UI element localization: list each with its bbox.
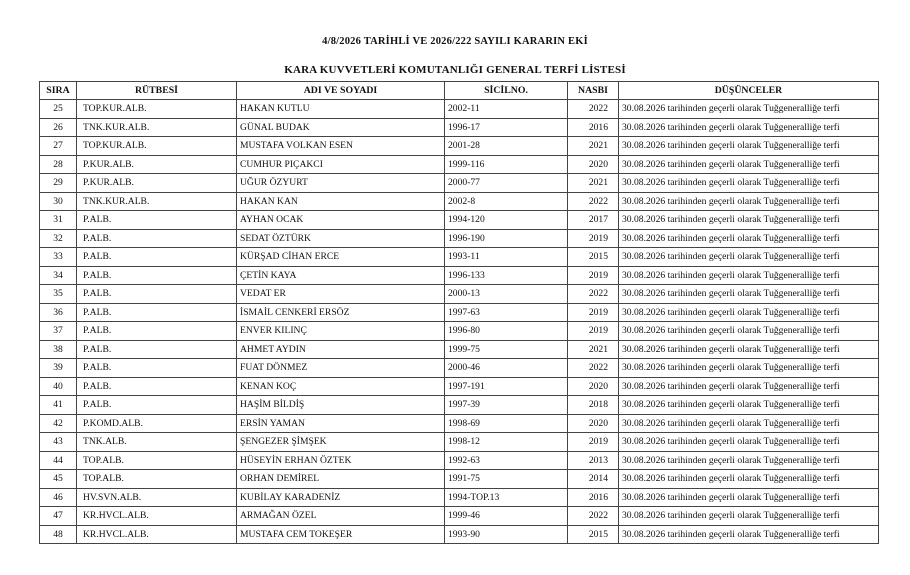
- table-row: [40, 488, 879, 507]
- cell-ad-soyad: ERSİN YAMAN: [237, 414, 445, 433]
- cell-rutbe: P.ALB.: [77, 377, 237, 396]
- cell-nasbi: 2020: [568, 377, 619, 396]
- cell-rutbe: P.ALB.: [77, 359, 237, 378]
- cell-nasbi: 2016: [568, 118, 619, 137]
- cell-nasbi: 2022: [568, 359, 619, 378]
- cell-sicil-no: 1997-39: [445, 396, 568, 415]
- table-row: [40, 525, 879, 544]
- cell-ad-soyad: ŞENGEZER ŞİMŞEK: [237, 433, 445, 452]
- cell-nasbi: 2015: [568, 248, 619, 267]
- cell-nasbi: 2018: [568, 396, 619, 415]
- cell-ad-soyad: KUBİLAY KARADENİZ: [237, 488, 445, 507]
- cell-rutbe: TOP.KUR.ALB.: [77, 137, 237, 156]
- cell-nasbi: 2013: [568, 451, 619, 470]
- header-ad-soyad: ADI VE SOYADI: [237, 82, 445, 100]
- cell-sicil-no: 1996-190: [445, 229, 568, 248]
- cell-nasbi: 2019: [568, 229, 619, 248]
- cell-dusunceler: 30.08.2026 tarihinden geçerli olarak Tuğgeneralliğe terfi: [619, 192, 879, 211]
- cell-sira: 36: [40, 303, 77, 322]
- cell-rutbe: TOP.KUR.ALB.: [77, 100, 237, 119]
- cell-nasbi: 2019: [568, 303, 619, 322]
- cell-ad-soyad: HÜSEYİN ERHAN ÖZTEK: [237, 451, 445, 470]
- table-row: [40, 229, 879, 248]
- cell-rutbe: P.KUR.ALB.: [77, 174, 237, 193]
- cell-sira: 40: [40, 377, 77, 396]
- cell-dusunceler: 30.08.2026 tarihinden geçerli olarak Tuğgeneralliğe terfi: [619, 266, 879, 285]
- header-sicil-no: SİCİLNO.: [445, 82, 568, 100]
- cell-rutbe: TNK.KUR.ALB.: [77, 118, 237, 137]
- table-row: [40, 100, 879, 119]
- cell-dusunceler: 30.08.2026 tarihinden geçerli olarak Tuğgeneralliğe terfi: [619, 303, 879, 322]
- header-dusunceler: DÜŞÜNCELER: [619, 82, 879, 100]
- cell-sira: 45: [40, 470, 77, 489]
- table-body: [40, 100, 879, 544]
- cell-rutbe: KR.HVCL.ALB.: [77, 507, 237, 526]
- table-row: [40, 211, 879, 230]
- cell-ad-soyad: HAŞİM BİLDİŞ: [237, 396, 445, 415]
- table-row: [40, 248, 879, 267]
- cell-sira: 37: [40, 322, 77, 341]
- cell-sicil-no: 1993-90: [445, 525, 568, 544]
- cell-sicil-no: 1993-11: [445, 248, 568, 267]
- table-row: [40, 174, 879, 193]
- cell-sira: 25: [40, 100, 77, 119]
- document-title: 4/8/2026 TARİHLİ VE 2026/222 SAYILI KARARIN EKİ: [322, 36, 588, 47]
- cell-ad-soyad: GÜNAL BUDAK: [237, 118, 445, 137]
- cell-nasbi: 2022: [568, 507, 619, 526]
- cell-rutbe: P.ALB.: [77, 340, 237, 359]
- cell-sira: 26: [40, 118, 77, 137]
- cell-sira: 46: [40, 488, 77, 507]
- cell-ad-soyad: HAKAN KUTLU: [237, 100, 445, 119]
- cell-rutbe: P.ALB.: [77, 266, 237, 285]
- cell-sira: 31: [40, 211, 77, 230]
- cell-dusunceler: 30.08.2026 tarihinden geçerli olarak Tuğgeneralliğe terfi: [619, 248, 879, 267]
- cell-nasbi: 2021: [568, 137, 619, 156]
- cell-ad-soyad: MUSTAFA CEM TOKEŞER: [237, 525, 445, 544]
- cell-rutbe: P.ALB.: [77, 248, 237, 267]
- table-row: [40, 507, 879, 526]
- cell-sicil-no: 2002-8: [445, 192, 568, 211]
- cell-ad-soyad: UĞUR ÖZYURT: [237, 174, 445, 193]
- table-row: [40, 266, 879, 285]
- cell-sicil-no: 1996-80: [445, 322, 568, 341]
- cell-sicil-no: 1991-75: [445, 470, 568, 489]
- cell-dusunceler: 30.08.2026 tarihinden geçerli olarak Tuğgeneralliğe terfi: [619, 340, 879, 359]
- cell-ad-soyad: ENVER KILINÇ: [237, 322, 445, 341]
- cell-nasbi: 2021: [568, 340, 619, 359]
- cell-sicil-no: 2000-13: [445, 285, 568, 304]
- cell-dusunceler: 30.08.2026 tarihinden geçerli olarak Tuğgeneralliğe terfi: [619, 507, 879, 526]
- cell-rutbe: HV.SVN.ALB.: [77, 488, 237, 507]
- cell-sira: 28: [40, 155, 77, 174]
- cell-nasbi: 2019: [568, 266, 619, 285]
- header-rutbe: RÜTBESİ: [77, 82, 237, 100]
- table-header-row: [40, 82, 879, 100]
- cell-dusunceler: 30.08.2026 tarihinden geçerli olarak Tuğgeneralliğe terfi: [619, 174, 879, 193]
- cell-rutbe: P.ALB.: [77, 396, 237, 415]
- cell-nasbi: 2016: [568, 488, 619, 507]
- cell-rutbe: P.ALB.: [77, 322, 237, 341]
- cell-sicil-no: 1997-63: [445, 303, 568, 322]
- cell-nasbi: 2019: [568, 322, 619, 341]
- cell-sicil-no: 1999-75: [445, 340, 568, 359]
- cell-sicil-no: 1992-63: [445, 451, 568, 470]
- cell-nasbi: 2022: [568, 285, 619, 304]
- cell-sira: 44: [40, 451, 77, 470]
- header-nasbi: NASBI: [568, 82, 619, 100]
- cell-sira: 35: [40, 285, 77, 304]
- cell-dusunceler: 30.08.2026 tarihinden geçerli olarak Tuğgeneralliğe terfi: [619, 451, 879, 470]
- cell-ad-soyad: MUSTAFA VOLKAN ESEN: [237, 137, 445, 156]
- cell-nasbi: 2019: [568, 433, 619, 452]
- cell-dusunceler: 30.08.2026 tarihinden geçerli olarak Tuğgeneralliğe terfi: [619, 211, 879, 230]
- table-row: [40, 451, 879, 470]
- cell-sira: 39: [40, 359, 77, 378]
- cell-dusunceler: 30.08.2026 tarihinden geçerli olarak Tuğgeneralliğe terfi: [619, 396, 879, 415]
- cell-sicil-no: 2002-11: [445, 100, 568, 119]
- cell-sira: 48: [40, 525, 77, 544]
- cell-sira: 32: [40, 229, 77, 248]
- cell-ad-soyad: CUMHUR PIÇAKCI: [237, 155, 445, 174]
- cell-sira: 43: [40, 433, 77, 452]
- cell-dusunceler: 30.08.2026 tarihinden geçerli olarak Tuğgeneralliğe terfi: [619, 359, 879, 378]
- cell-sicil-no: 2001-28: [445, 137, 568, 156]
- cell-dusunceler: 30.08.2026 tarihinden geçerli olarak Tuğgeneralliğe terfi: [619, 285, 879, 304]
- cell-dusunceler: 30.08.2026 tarihinden geçerli olarak Tuğgeneralliğe terfi: [619, 414, 879, 433]
- cell-dusunceler: 30.08.2026 tarihinden geçerli olarak Tuğgeneralliğe terfi: [619, 433, 879, 452]
- promotion-table: [39, 81, 879, 544]
- cell-sicil-no: 1994-TOP.13: [445, 488, 568, 507]
- cell-nasbi: 2022: [568, 100, 619, 119]
- cell-sicil-no: 1996-17: [445, 118, 568, 137]
- table-row: [40, 322, 879, 341]
- cell-sira: 41: [40, 396, 77, 415]
- cell-nasbi: 2017: [568, 211, 619, 230]
- table-row: [40, 340, 879, 359]
- cell-dusunceler: 30.08.2026 tarihinden geçerli olarak Tuğgeneralliğe terfi: [619, 322, 879, 341]
- table-row: [40, 414, 879, 433]
- cell-ad-soyad: ÇETİN KAYA: [237, 266, 445, 285]
- table-row: [40, 118, 879, 137]
- cell-nasbi: 2021: [568, 174, 619, 193]
- cell-sicil-no: 1998-12: [445, 433, 568, 452]
- cell-sicil-no: 1997-191: [445, 377, 568, 396]
- cell-ad-soyad: AHMET AYDIN: [237, 340, 445, 359]
- cell-rutbe: TOP.ALB.: [77, 470, 237, 489]
- cell-dusunceler: 30.08.2026 tarihinden geçerli olarak Tuğgeneralliğe terfi: [619, 100, 879, 119]
- cell-ad-soyad: VEDAT ER: [237, 285, 445, 304]
- cell-sicil-no: 1998-69: [445, 414, 568, 433]
- cell-rutbe: P.KOMD.ALB.: [77, 414, 237, 433]
- cell-dusunceler: 30.08.2026 tarihinden geçerli olarak Tuğgeneralliğe terfi: [619, 229, 879, 248]
- cell-rutbe: TNK.KUR.ALB.: [77, 192, 237, 211]
- table-row: [40, 377, 879, 396]
- cell-nasbi: 2014: [568, 470, 619, 489]
- header-sira: SIRA: [40, 82, 77, 100]
- table-row: [40, 155, 879, 174]
- cell-nasbi: 2020: [568, 155, 619, 174]
- table-row: [40, 285, 879, 304]
- cell-ad-soyad: İSMAİL CENKERİ ERSÖZ: [237, 303, 445, 322]
- cell-ad-soyad: ARMAĞAN ÖZEL: [237, 507, 445, 526]
- cell-rutbe: P.ALB.: [77, 211, 237, 230]
- cell-rutbe: TOP.ALB.: [77, 451, 237, 470]
- cell-sicil-no: 2000-77: [445, 174, 568, 193]
- cell-dusunceler: 30.08.2026 tarihinden geçerli olarak Tuğgeneralliğe terfi: [619, 137, 879, 156]
- document-subtitle: KARA KUVVETLERİ KOMUTANLIĞI GENERAL TERFİ LİSTESİ: [284, 64, 626, 76]
- cell-sira: 34: [40, 266, 77, 285]
- cell-nasbi: 2020: [568, 414, 619, 433]
- cell-dusunceler: 30.08.2026 tarihinden geçerli olarak Tuğgeneralliğe terfi: [619, 525, 879, 544]
- cell-rutbe: P.ALB.: [77, 285, 237, 304]
- cell-rutbe: KR.HVCL.ALB.: [77, 525, 237, 544]
- cell-sicil-no: 1999-116: [445, 155, 568, 174]
- cell-dusunceler: 30.08.2026 tarihinden geçerli olarak Tuğgeneralliğe terfi: [619, 377, 879, 396]
- cell-dusunceler: 30.08.2026 tarihinden geçerli olarak Tuğgeneralliğe terfi: [619, 118, 879, 137]
- cell-sicil-no: 1996-133: [445, 266, 568, 285]
- table-row: [40, 433, 879, 452]
- cell-ad-soyad: HAKAN KAN: [237, 192, 445, 211]
- table-row: [40, 359, 879, 378]
- table-row: [40, 192, 879, 211]
- cell-dusunceler: 30.08.2026 tarihinden geçerli olarak Tuğgeneralliğe terfi: [619, 470, 879, 489]
- cell-nasbi: 2022: [568, 192, 619, 211]
- cell-sira: 47: [40, 507, 77, 526]
- cell-sira: 38: [40, 340, 77, 359]
- cell-sicil-no: 1994-120: [445, 211, 568, 230]
- cell-sira: 30: [40, 192, 77, 211]
- cell-rutbe: P.ALB.: [77, 303, 237, 322]
- cell-ad-soyad: SEDAT ÖZTÜRK: [237, 229, 445, 248]
- cell-sira: 29: [40, 174, 77, 193]
- cell-sira: 42: [40, 414, 77, 433]
- cell-ad-soyad: KÜRŞAD CİHAN ERCE: [237, 248, 445, 267]
- cell-rutbe: TNK.ALB.: [77, 433, 237, 452]
- cell-dusunceler: 30.08.2026 tarihinden geçerli olarak Tuğgeneralliğe terfi: [619, 155, 879, 174]
- table-row: [40, 303, 879, 322]
- cell-nasbi: 2015: [568, 525, 619, 544]
- cell-sicil-no: 2000-46: [445, 359, 568, 378]
- cell-rutbe: P.ALB.: [77, 229, 237, 248]
- cell-sira: 33: [40, 248, 77, 267]
- cell-dusunceler: 30.08.2026 tarihinden geçerli olarak Tuğgeneralliğe terfi: [619, 488, 879, 507]
- cell-sicil-no: 1999-46: [445, 507, 568, 526]
- cell-ad-soyad: FUAT DÖNMEZ: [237, 359, 445, 378]
- cell-ad-soyad: AYHAN OCAK: [237, 211, 445, 230]
- cell-sira: 27: [40, 137, 77, 156]
- cell-rutbe: P.KUR.ALB.: [77, 155, 237, 174]
- cell-ad-soyad: KENAN KOÇ: [237, 377, 445, 396]
- table-row: [40, 470, 879, 489]
- table-row: [40, 137, 879, 156]
- table-row: [40, 396, 879, 415]
- cell-ad-soyad: ORHAN DEMİREL: [237, 470, 445, 489]
